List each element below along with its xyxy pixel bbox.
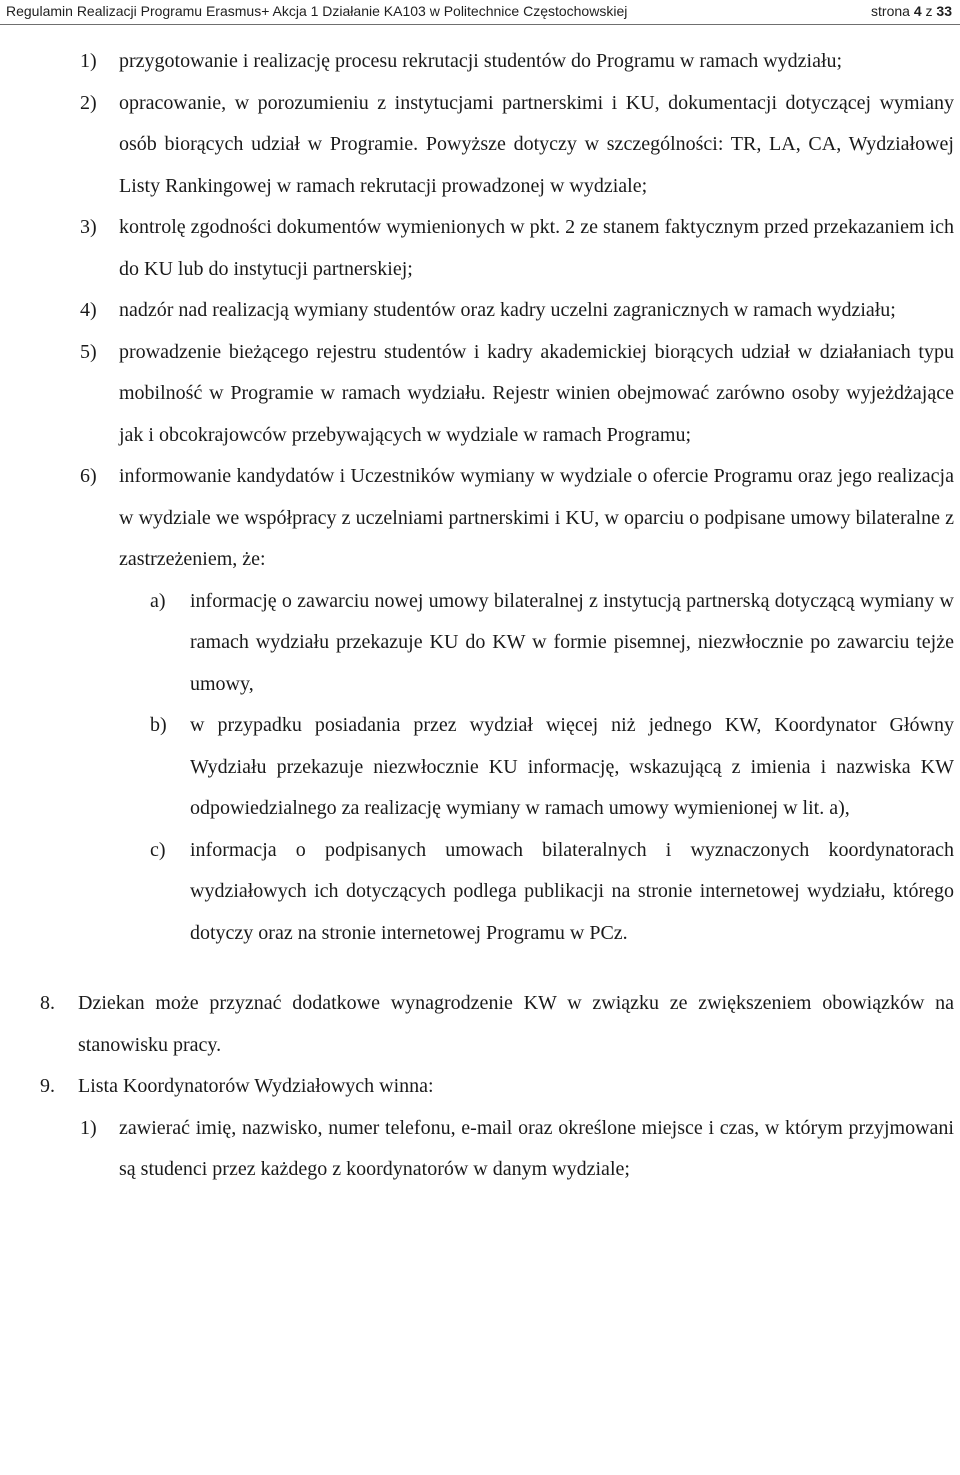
list-item — [0, 1108, 960, 1191]
document-body — [0, 41, 960, 1191]
section-item — [0, 983, 960, 1066]
sub-list-text: informacja o podpisanych umowach bilateralnych i wyznaczonych koordynatorach wydziałowych ich dotyczących podlega publikacji na stronie internetowej wydziału, którego dotyczy oraz na stronie internetowej Programu w PCz. — [190, 838, 954, 944]
list-item — [0, 290, 960, 332]
current-page: 4 — [913, 3, 922, 19]
list-item — [0, 41, 960, 83]
sub-list-text: w przypadku posiadania przez wydział więcej niż jednego KW, Koordynator Główny Wydziału przekazuje niezwłocznie KU informację, wskazującą z imienia i nazwiska KW odpowiedzialnego za realizację wymiany w ramach umowy wymienionej w lit. a), — [190, 714, 954, 819]
sub-list-item — [0, 830, 960, 955]
list-number: 6) — [80, 465, 97, 487]
sub-list-letter: a) — [150, 589, 166, 612]
list-number: 5) — [80, 340, 97, 363]
list-text: nadzór nad realizacją wymiany studentów oraz kadry uczelni zagranicznych w ramach wydziału; — [119, 299, 896, 321]
header-divider — [0, 24, 960, 25]
list-item — [0, 332, 960, 457]
section-spacer — [0, 954, 960, 983]
list-text: opracowanie, w porozumieniu z instytucjami partnerskimi i KU, dokumentacji dotyczącej wymiany osób biorących udział w Programie. Powyższe dotyczy w szczególności: TR, LA, CA, Wydziałowej Listy Rankingowej w ramach rekrutacji prowadzonej w wydziale; — [119, 91, 954, 197]
list-number: 4) — [80, 299, 97, 321]
page-indicator: strona 4 z 33 — [871, 3, 952, 19]
list-text: informowanie kandydatów i Uczestników wymiany w wydziale o ofercie Programu oraz jego realizacja w wydziale we współpracy z uczelniami partnerskimi i KU, w oparciu o podpisane umowy bilateralne z zastrzeżeniem, że: — [119, 465, 954, 570]
list-item — [0, 456, 960, 581]
list-text: kontrolę zgodności dokumentów wymienionych w pkt. 2 ze stanem faktycznym przed przekazaniem ich do KU lub do instytucji partnerskiej; — [119, 216, 954, 280]
section-text: Dziekan może przyznać dodatkowe wynagrodzenie KW w związku ze zwiększeniem obowiązków na stanowisku pracy. — [78, 992, 954, 1056]
document-title: Regulamin Realizacji Programu Erasmus+ Akcja 1 Działanie KA103 w Politechnice Częstochowskiej — [6, 3, 628, 19]
section-number: 8. — [40, 992, 55, 1014]
sub-list-letter: b) — [150, 714, 167, 736]
sub-list-text: informację o zawarciu nowej umowy bilateralnej z instytucją partnerską dotyczącą wymiany w ramach wydziału przekazuje KU do KW w formie pisemnej, niezwłocznie po zawarciu tejże umowy, — [190, 589, 954, 695]
section-item — [0, 1066, 960, 1108]
sub-list-item — [0, 705, 960, 830]
page-header — [6, 0, 952, 22]
list-item — [0, 207, 960, 290]
list-text: zawierać imię, nazwisko, numer telefonu, e-mail oraz określone miejsce i czas, w którym przyjmowani są studenci przez każdego z koordynatorów w danym wydziale; — [119, 1116, 954, 1180]
list-number: 1) — [80, 50, 97, 72]
section-text: Lista Koordynatorów Wydziałowych winna: — [78, 1075, 434, 1097]
list-item — [0, 83, 960, 208]
list-number: 2) — [80, 91, 97, 114]
list-text: przygotowanie i realizację procesu rekrutacji studentów do Programu w ramach wydziału; — [119, 50, 843, 72]
section-number: 9. — [40, 1075, 55, 1097]
list-text: prowadzenie bieżącego rejestru studentów i kadry akademickiej biorących udział w działaniach typu mobilność w Programie w ramach wydziału. Rejestr winien obejmować zarówno osoby wyjeżdżające jak i obcokrajowców przebywających w wydziale w ramach Programu; — [119, 340, 954, 446]
total-pages: 33 — [936, 3, 952, 19]
sub-list-letter: c) — [150, 838, 166, 861]
sub-list-item — [0, 581, 960, 706]
list-number: 3) — [80, 216, 97, 238]
list-number: 1) — [80, 1116, 97, 1139]
